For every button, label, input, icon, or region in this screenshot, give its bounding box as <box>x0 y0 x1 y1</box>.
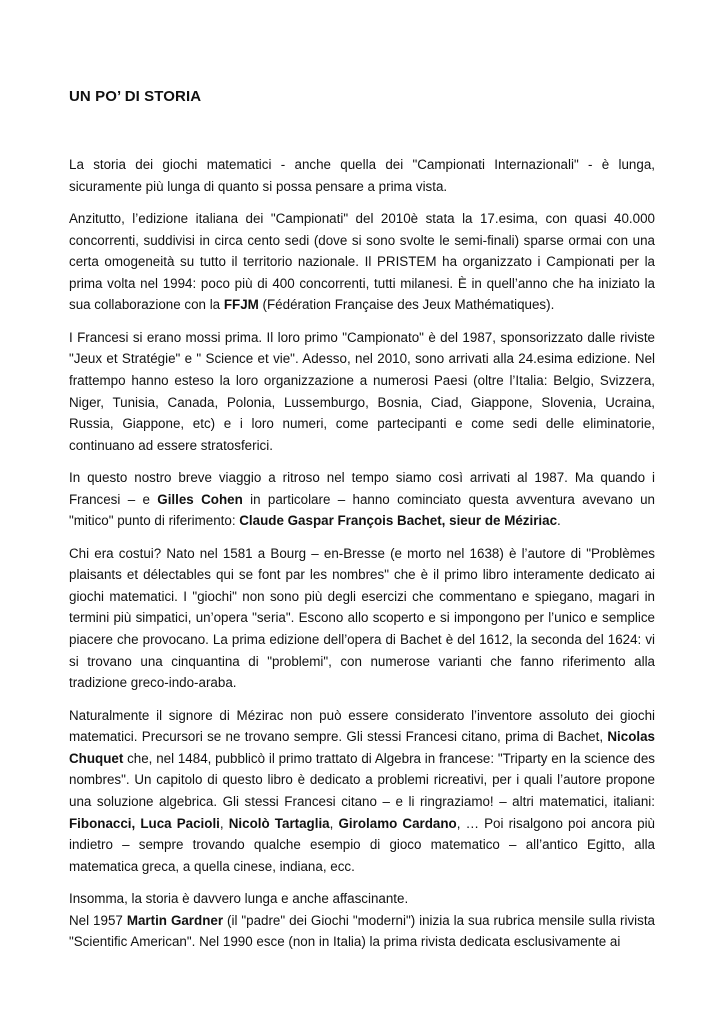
document-body <box>69 154 655 953</box>
paragraph-intro <box>69 154 655 197</box>
bold-name: Girolamo Cardano <box>338 815 457 831</box>
page-title: UN PO’ DI STORIA <box>69 88 202 105</box>
text-run: La storia dei giochi matematici - anche quella dei "Campionati Internazionali" - è lunga, sicuramente più lunga di quanto si possa pensare a prima vista. <box>69 157 655 194</box>
text-run: , … Poi risalgono poi ancora più indietro – sempre trovando qualche esempio di gioco matematico – all’antico Egitto, alla matematica greca, a quella cinese, indiana, ecc. <box>69 815 655 874</box>
bold-name: Nicolò Tartaglia <box>228 815 330 831</box>
paragraph-bachet-biography <box>69 543 655 694</box>
text-run: , <box>219 815 229 831</box>
paragraph-french-championship <box>69 327 655 457</box>
paragraph-summary <box>69 888 655 910</box>
text-run: Anzitutto, l’edizione italiana dei "Campionati" del 2010è stata la 17.esima, con quasi 40.000 concorrenti, suddivisi in circa cento sedi (dove si sono svolte le semi-finali) sparse ormai con una certa omogeneità su tutto il territorio nazionale. Il PRISTEM ha organizzato i Campionati per la prima volta nel 1994: poco più di 400 concorrenti, tutti milanesi. È in quell’anno che ha iniziato la sua collaborazione con la <box>69 210 655 313</box>
text-run: Insomma, la storia è davvero lunga e anche affascinante. <box>69 891 409 907</box>
bold-name: Gilles Cohen <box>157 491 243 507</box>
paragraph-bachet-reference <box>69 467 655 532</box>
paragraph-italian-edition <box>69 208 655 316</box>
bold-name: Claude Gaspar François Bachet, sieur de Méziriac <box>239 513 558 529</box>
text-run: I Francesi si erano mossi prima. Il loro primo "Campionato" è del 1987, sponsorizzato dalle riviste "Jeux et Stratégie" e " Science et vie". Adesso, nel 2010, sono arrivati alla 24.esima edizione. Nel frattempo hanno esteso la loro organizzazione a numerosi Paesi (oltre l’Italia: Belgio, Svizzera, Niger, Tunisia, Canada, Polonia, Lussemburgo, Bosnia, Ciad, Giappone, Slovenia, Ucraina, Russia, Giappone, etc) e i loro numeri, come partecipanti e come sedi delle eliminatorie, continuano ad essere stratosferici. <box>69 329 655 453</box>
text-run: (Fédération Française des Jeux Mathématiques). <box>258 297 555 313</box>
text-run: In questo nostro breve viaggio a ritroso nel tempo siamo così arrivati al 1987. Ma quando i Francesi – e <box>69 470 655 507</box>
text-run: (il "padre" dei Giochi "moderni") inizia la sua rubrica mensile sulla rivista "Scientific American". Nel 1990 esce (non in Italia) la prima rivista dedicata esclusivamente ai <box>69 912 656 950</box>
text-run: che, nel 1484, pubblicò il primo trattato di Algebra in francese: "Triparty en la science des nombres". Un capitolo di questo libro è dedicato a problemi ricreativi, per i quali l’autore propone una soluzione algebrica. Gli stessi Francesi citano – e li ringraziamo! – altri matematici, italiani: <box>69 750 655 810</box>
bold-name: Nicolas Chuquet <box>69 729 655 766</box>
text-run: . <box>557 513 561 529</box>
text-run: Chi era costui? Nato nel 1581 a Bourg – en-Bresse (e morto nel 1638) è l’autore di "Problèmes plaisants et délectables qui se font par les nombres" che è il primo libro interamente dedicato ai giochi matematici. I "giochi" non sono più degli esercizi che commentano e spiegano, magari in termini più simpatici, un’opera "seria". Escono allo scoperto e si impongono per l’unico e semplice piacere che provocano. La prima edizione dell’opera di Bachet è del 1612, la seconda del 1624: vi si trovano una cinquantina di "problemi", con numerose varianti che fanno riferimento alla tradizione greco-indo-araba. <box>69 545 655 691</box>
text-run: Naturalmente il signore di Mézirac non può essere considerato l’inventore assoluto dei giochi matematici. Precursori se ne trovano sempre. Gli stessi Francesi citano, prima di Bachet, <box>69 707 655 745</box>
bold-name: FFJM <box>223 297 259 313</box>
text-run: , <box>329 815 339 831</box>
bold-name: Fibonacci, Luca Pacioli <box>69 815 220 831</box>
bold-name: Martin Gardner <box>126 912 224 928</box>
text-run: Nel 1957 <box>69 912 127 928</box>
paragraph-precursors <box>69 705 655 878</box>
paragraph-gardner <box>69 910 655 953</box>
text-run: in particolare – hanno cominciato questa avventura avevano un "mitico" punto di riferimento: <box>69 491 656 529</box>
